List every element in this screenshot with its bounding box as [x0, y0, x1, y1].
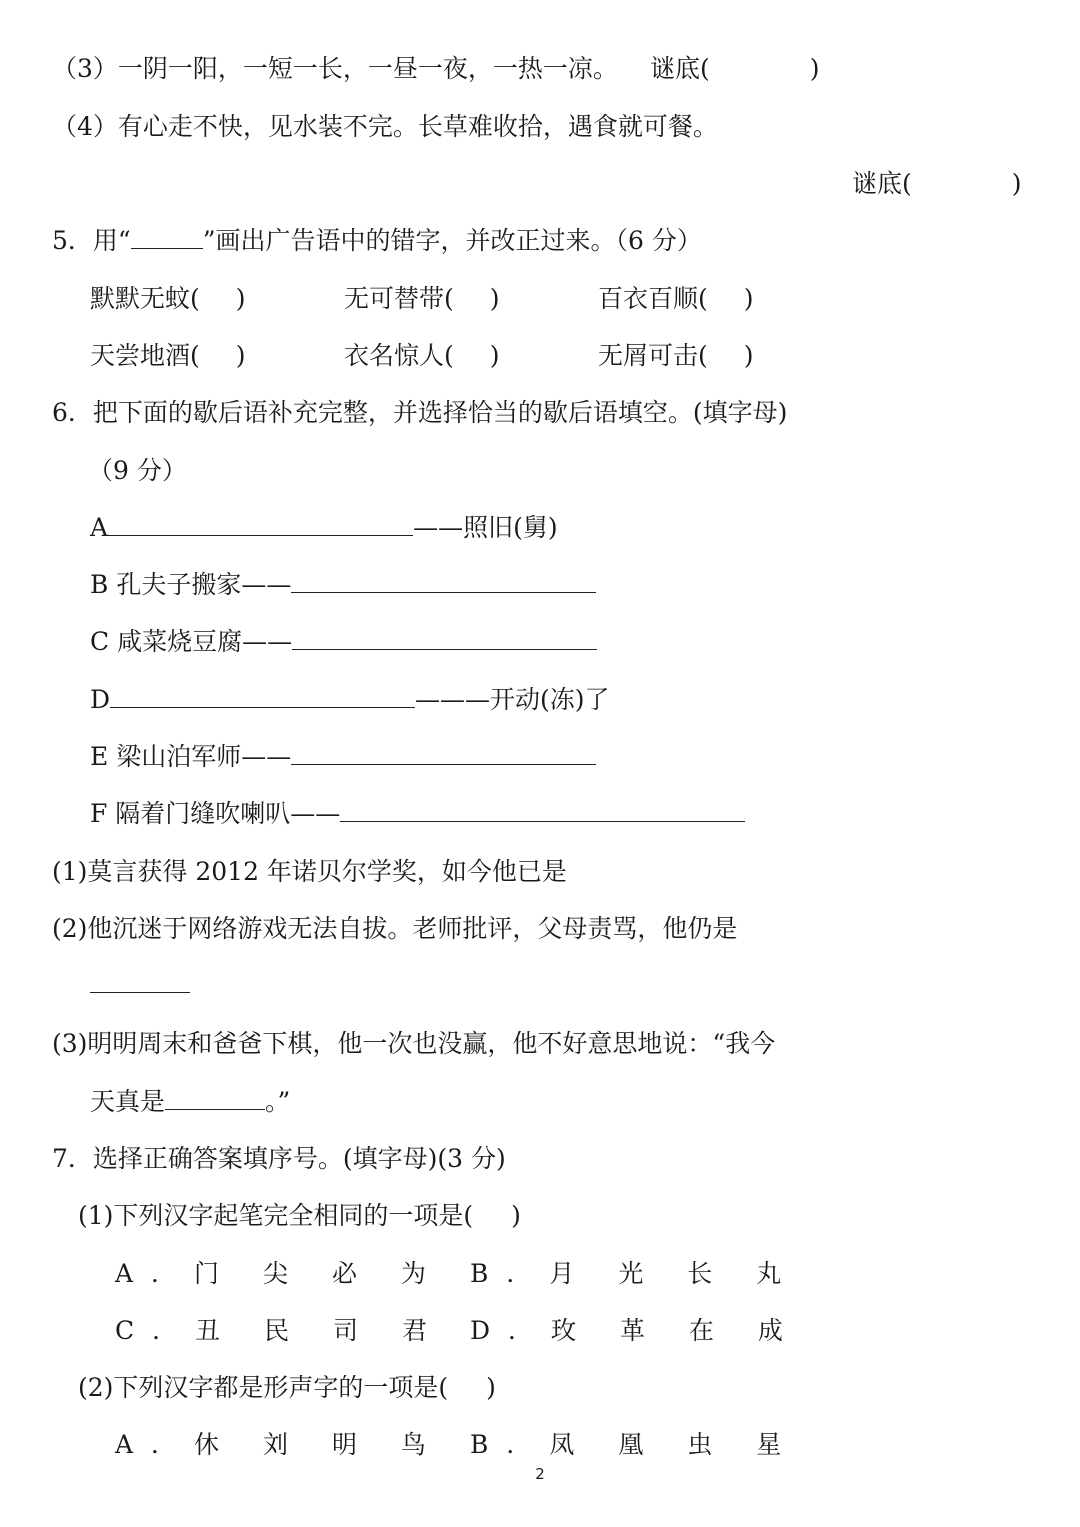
- q6-sub-2-blank[interactable]: [90, 968, 190, 1002]
- blank-d[interactable]: [110, 683, 415, 708]
- q5-item-4[interactable]: 天尝地酒( ): [90, 341, 246, 370]
- blank-sub-3[interactable]: [165, 1085, 265, 1110]
- q7-p1-option-d[interactable]: D．玫 革 在 成: [470, 1316, 801, 1345]
- q7-p1-option-b[interactable]: B．月 光 长 丸: [470, 1259, 800, 1288]
- xiehouyu-e[interactable]: E 梁山泊军师——: [90, 740, 596, 774]
- blank-f[interactable]: [340, 797, 745, 822]
- blank-c[interactable]: [292, 625, 597, 650]
- q6-sub-3: (3)明明周末和爸爸下棋，他一次也没赢，他不好意思地说：“我今: [52, 1029, 776, 1058]
- q6-sub-2: (2)他沉迷于网络游戏无法自拔。老师批评，父母责骂，他仍是: [52, 914, 738, 943]
- q5-item-1[interactable]: 默默无蚊( ): [90, 284, 246, 313]
- xiehouyu-b[interactable]: B 孔夫子搬家——: [90, 568, 596, 602]
- blank-e[interactable]: [291, 740, 596, 765]
- q5-item-5[interactable]: 衣名惊人( ): [344, 341, 500, 370]
- question-6-title: 6．把下面的歇后语补充完整，并选择恰当的歇后语填空。(填字母): [52, 398, 788, 427]
- q7-p2-option-a[interactable]: A．休 刘 明 鸟: [115, 1430, 444, 1459]
- underline-sample: [131, 224, 203, 249]
- question-7-title: 7．选择正确答案填序号。(填字母)(3 分): [52, 1144, 506, 1173]
- xiehouyu-c[interactable]: C 咸菜烧豆腐——: [90, 625, 597, 659]
- question-6-score: （9 分）: [88, 456, 187, 485]
- q7-p2-option-b[interactable]: B．凤 凰 虫 星: [470, 1430, 800, 1459]
- riddle-4: （4）有心走不快，见水装不完。长草难收拾，遇食就可餐。: [52, 112, 718, 141]
- riddle-4-answer[interactable]: 谜底( ): [852, 169, 1022, 198]
- page-number: 2: [535, 1465, 545, 1483]
- xiehouyu-a[interactable]: A ——照旧(舅): [90, 513, 558, 542]
- xiehouyu-f[interactable]: F 隔着门缝吹喇叭——: [90, 797, 745, 831]
- q6-sub-1: (1)莫言获得 2012 年诺贝尔学奖，如今他已是: [52, 857, 567, 886]
- blank-a[interactable]: [108, 511, 413, 536]
- q6-sub-3-cont[interactable]: 天真是 。”: [90, 1087, 291, 1116]
- q7-p1-option-c[interactable]: C．丑 民 司 君: [115, 1316, 445, 1345]
- question-5-title: 5．用“ ”画出广告语中的错字，并改正过来。（6 分）: [52, 226, 702, 255]
- q7-part-1[interactable]: (1)下列汉字起笔完全相同的一项是( ): [78, 1201, 521, 1230]
- q5-item-3[interactable]: 百衣百顺( ): [598, 284, 754, 313]
- riddle-3-answer[interactable]: 谜底( ): [650, 54, 820, 83]
- q5-item-6[interactable]: 无屑可击( ): [598, 341, 754, 370]
- xiehouyu-d[interactable]: D ———开动(冻)了: [90, 685, 610, 714]
- blank-b[interactable]: [291, 568, 596, 593]
- q5-item-2[interactable]: 无可替带( ): [344, 284, 500, 313]
- q7-part-2[interactable]: (2)下列汉字都是形声字的一项是( ): [78, 1373, 496, 1402]
- q7-p1-option-a[interactable]: A．门 尖 必 为: [115, 1259, 444, 1288]
- riddle-3: （3）一阴一阳，一短一长，一昼一夜，一热一凉。: [52, 54, 618, 83]
